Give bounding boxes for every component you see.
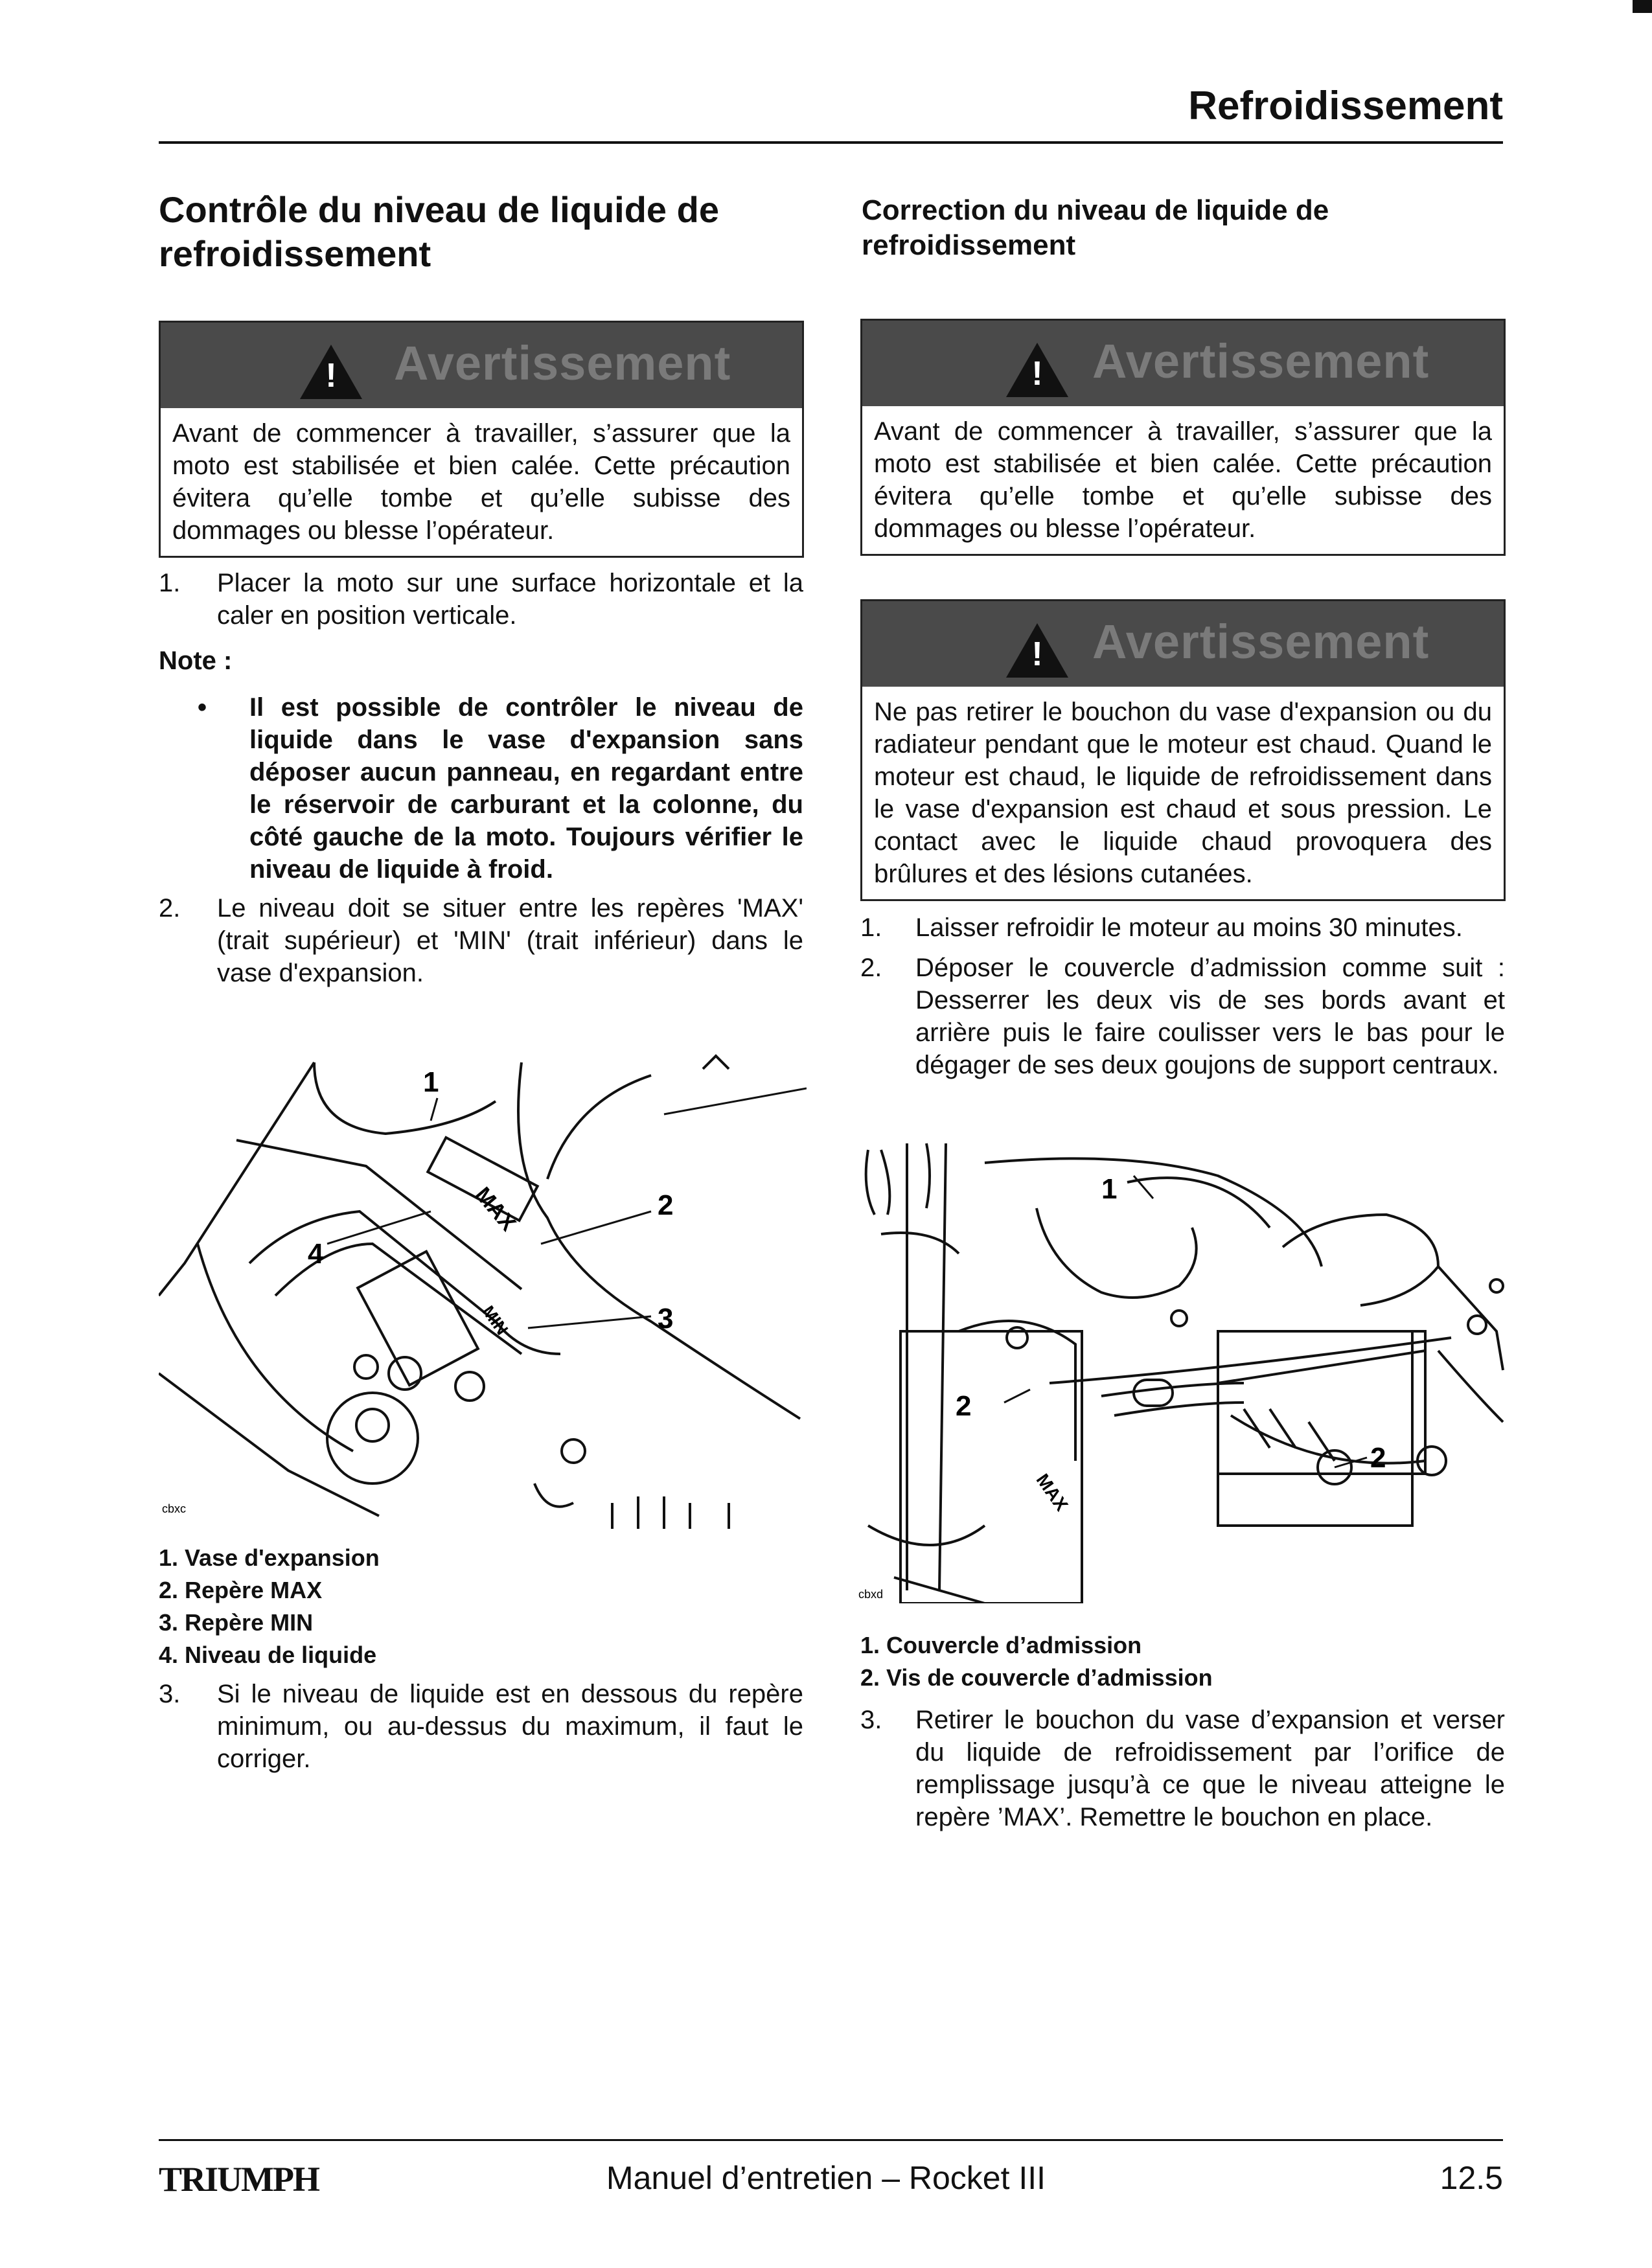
step-number: 1. — [159, 569, 181, 597]
right-captions — [860, 1629, 1502, 1694]
header-rule — [159, 141, 1503, 144]
caption-item: 3. Repère MIN — [159, 1609, 314, 1636]
left-warning — [159, 321, 804, 558]
left-captions — [159, 1542, 800, 1671]
exclamation-icon: ! — [1031, 355, 1043, 393]
callout-1: 1 — [423, 1066, 439, 1098]
step-text: Placer la moto sur une surface horizontale et la caler en position verticale. — [217, 569, 803, 630]
warning-header — [862, 601, 1504, 687]
callout-3: 3 — [658, 1303, 674, 1334]
right-warning-2 — [860, 599, 1506, 901]
step-number: 2. — [159, 894, 181, 922]
step-1 — [860, 911, 1505, 944]
caption-item: 4. Niveau de liquide — [159, 1642, 377, 1668]
warning-text: Ne pas retirer le bouchon du vase d'expansion ou du radiateur pendant que le moteur est chaud. Quand le moteur est chaud, le liquide de refroidissement dans le vase d'expansion est chaud et sous pression. Le contact avec le liquide chaud provoquera des brûlures et des lésions cutanées. — [874, 698, 1492, 888]
right-steps — [860, 911, 1505, 1081]
step-number: 3. — [159, 1680, 181, 1708]
step-text: Si le niveau de liquide est en dessous du repère minimum, ou au-dessus du maximum, il faut le corriger. — [217, 1680, 803, 1773]
brand-logo: TRIUMPH — [159, 2160, 319, 2199]
left-step-3 — [159, 1678, 803, 1775]
min-mark: MIN — [478, 1301, 512, 1339]
footer-rule — [159, 2139, 1503, 2141]
exclamation-icon: ! — [1031, 636, 1043, 673]
step-number: 1. — [860, 913, 882, 942]
left-steps — [159, 567, 803, 989]
caption-item: 1. Vase d'expansion — [159, 1544, 380, 1571]
step-number: 3. — [860, 1706, 882, 1734]
caption-item: 2. Repère MAX — [159, 1577, 323, 1603]
caption-item: 1. Couvercle d’admission — [860, 1632, 1142, 1658]
section-title: Refroidissement — [1188, 84, 1503, 128]
right-step-3 — [860, 1704, 1505, 1833]
max-mark: MAX — [470, 1182, 521, 1236]
callout-1: 1 — [1101, 1173, 1118, 1205]
step-3 — [159, 1678, 803, 1775]
step-text: Laisser refroidir le moteur au moins 30 minutes. — [915, 913, 1463, 942]
step-text: Déposer le couvercle d’admission comme suit : Desserrer les deux vis de ses bords avant et arrière puis le faire coulisser vers le bas pour le dégager de ses deux goujons de support centraux. — [915, 954, 1505, 1079]
callout-2: 2 — [956, 1390, 972, 1422]
max-mark: MAX — [1032, 1470, 1072, 1515]
step-text: Le niveau doit se situer entre les repères 'MAX' (trait supérieur) et 'MIN' (trait inférieur) dans le vase d'expansion. — [217, 894, 803, 987]
left-title: Contrôle du niveau de liquide de refroidissement — [159, 189, 719, 274]
note-text: Il est possible de contrôler le niveau de liquide dans le vase d'expansion sans déposer aucun panneau, en regardant entre le réservoir de carburant et la colonne, du côté gauche de la moto. Toujours vérifier le niveau de liquide à froid. — [249, 693, 803, 884]
figure-code: cbxd — [858, 1588, 884, 1601]
callout-2b: 2 — [1370, 1442, 1386, 1474]
right-title: Correction du niveau de liquide de refroidissement — [862, 194, 1329, 261]
page-number: 12.5 — [1440, 2160, 1503, 2196]
warning-label: Avertissement — [1092, 334, 1430, 388]
step-3 — [860, 1704, 1505, 1833]
warning-text: Avant de commencer à travailler, s’assurer que la moto est stabilisée et bien calée. Cette précaution évitera qu’elle tombe et qu’elle subisse des dommages ou blesse l’opérateur. — [172, 419, 790, 545]
step-2 — [860, 952, 1505, 1081]
bullet-icon: • — [198, 693, 207, 722]
figure-code: cbxc — [162, 1502, 187, 1515]
left-figure — [159, 1049, 807, 1529]
scan-mark — [1633, 0, 1652, 13]
step-text: Retirer le bouchon du vase d’expansion et verser du liquide de refroidissement par l’orifice de remplissage jusqu’à ce que le niveau atteigne le repère ’MAX’. Remettre le bouchon en place. — [915, 1706, 1505, 1831]
right-warning-1 — [860, 319, 1506, 556]
step-number: 2. — [860, 954, 882, 982]
caption-item: 2. Vis de couvercle d’admission — [860, 1664, 1213, 1691]
warning-header — [161, 323, 802, 408]
step-2 — [159, 892, 803, 989]
warning-header — [862, 321, 1504, 406]
warning-label: Avertissement — [394, 336, 731, 390]
manual-title: Manuel d’entretien – Rocket III — [606, 2160, 1046, 2196]
warning-text: Avant de commencer à travailler, s’assurer que la moto est stabilisée et bien calée. Cette précaution évitera qu’elle tombe et qu’elle subisse des dommages ou blesse l’opérateur. — [874, 417, 1492, 543]
exclamation-icon: ! — [325, 357, 337, 395]
callout-4: 4 — [308, 1238, 324, 1270]
step-1 — [159, 567, 803, 632]
note-bullet — [159, 691, 803, 886]
callout-2: 2 — [658, 1189, 674, 1221]
note-label: Note : — [159, 647, 233, 675]
warning-label: Avertissement — [1092, 615, 1430, 669]
right-figure — [855, 1137, 1506, 1603]
